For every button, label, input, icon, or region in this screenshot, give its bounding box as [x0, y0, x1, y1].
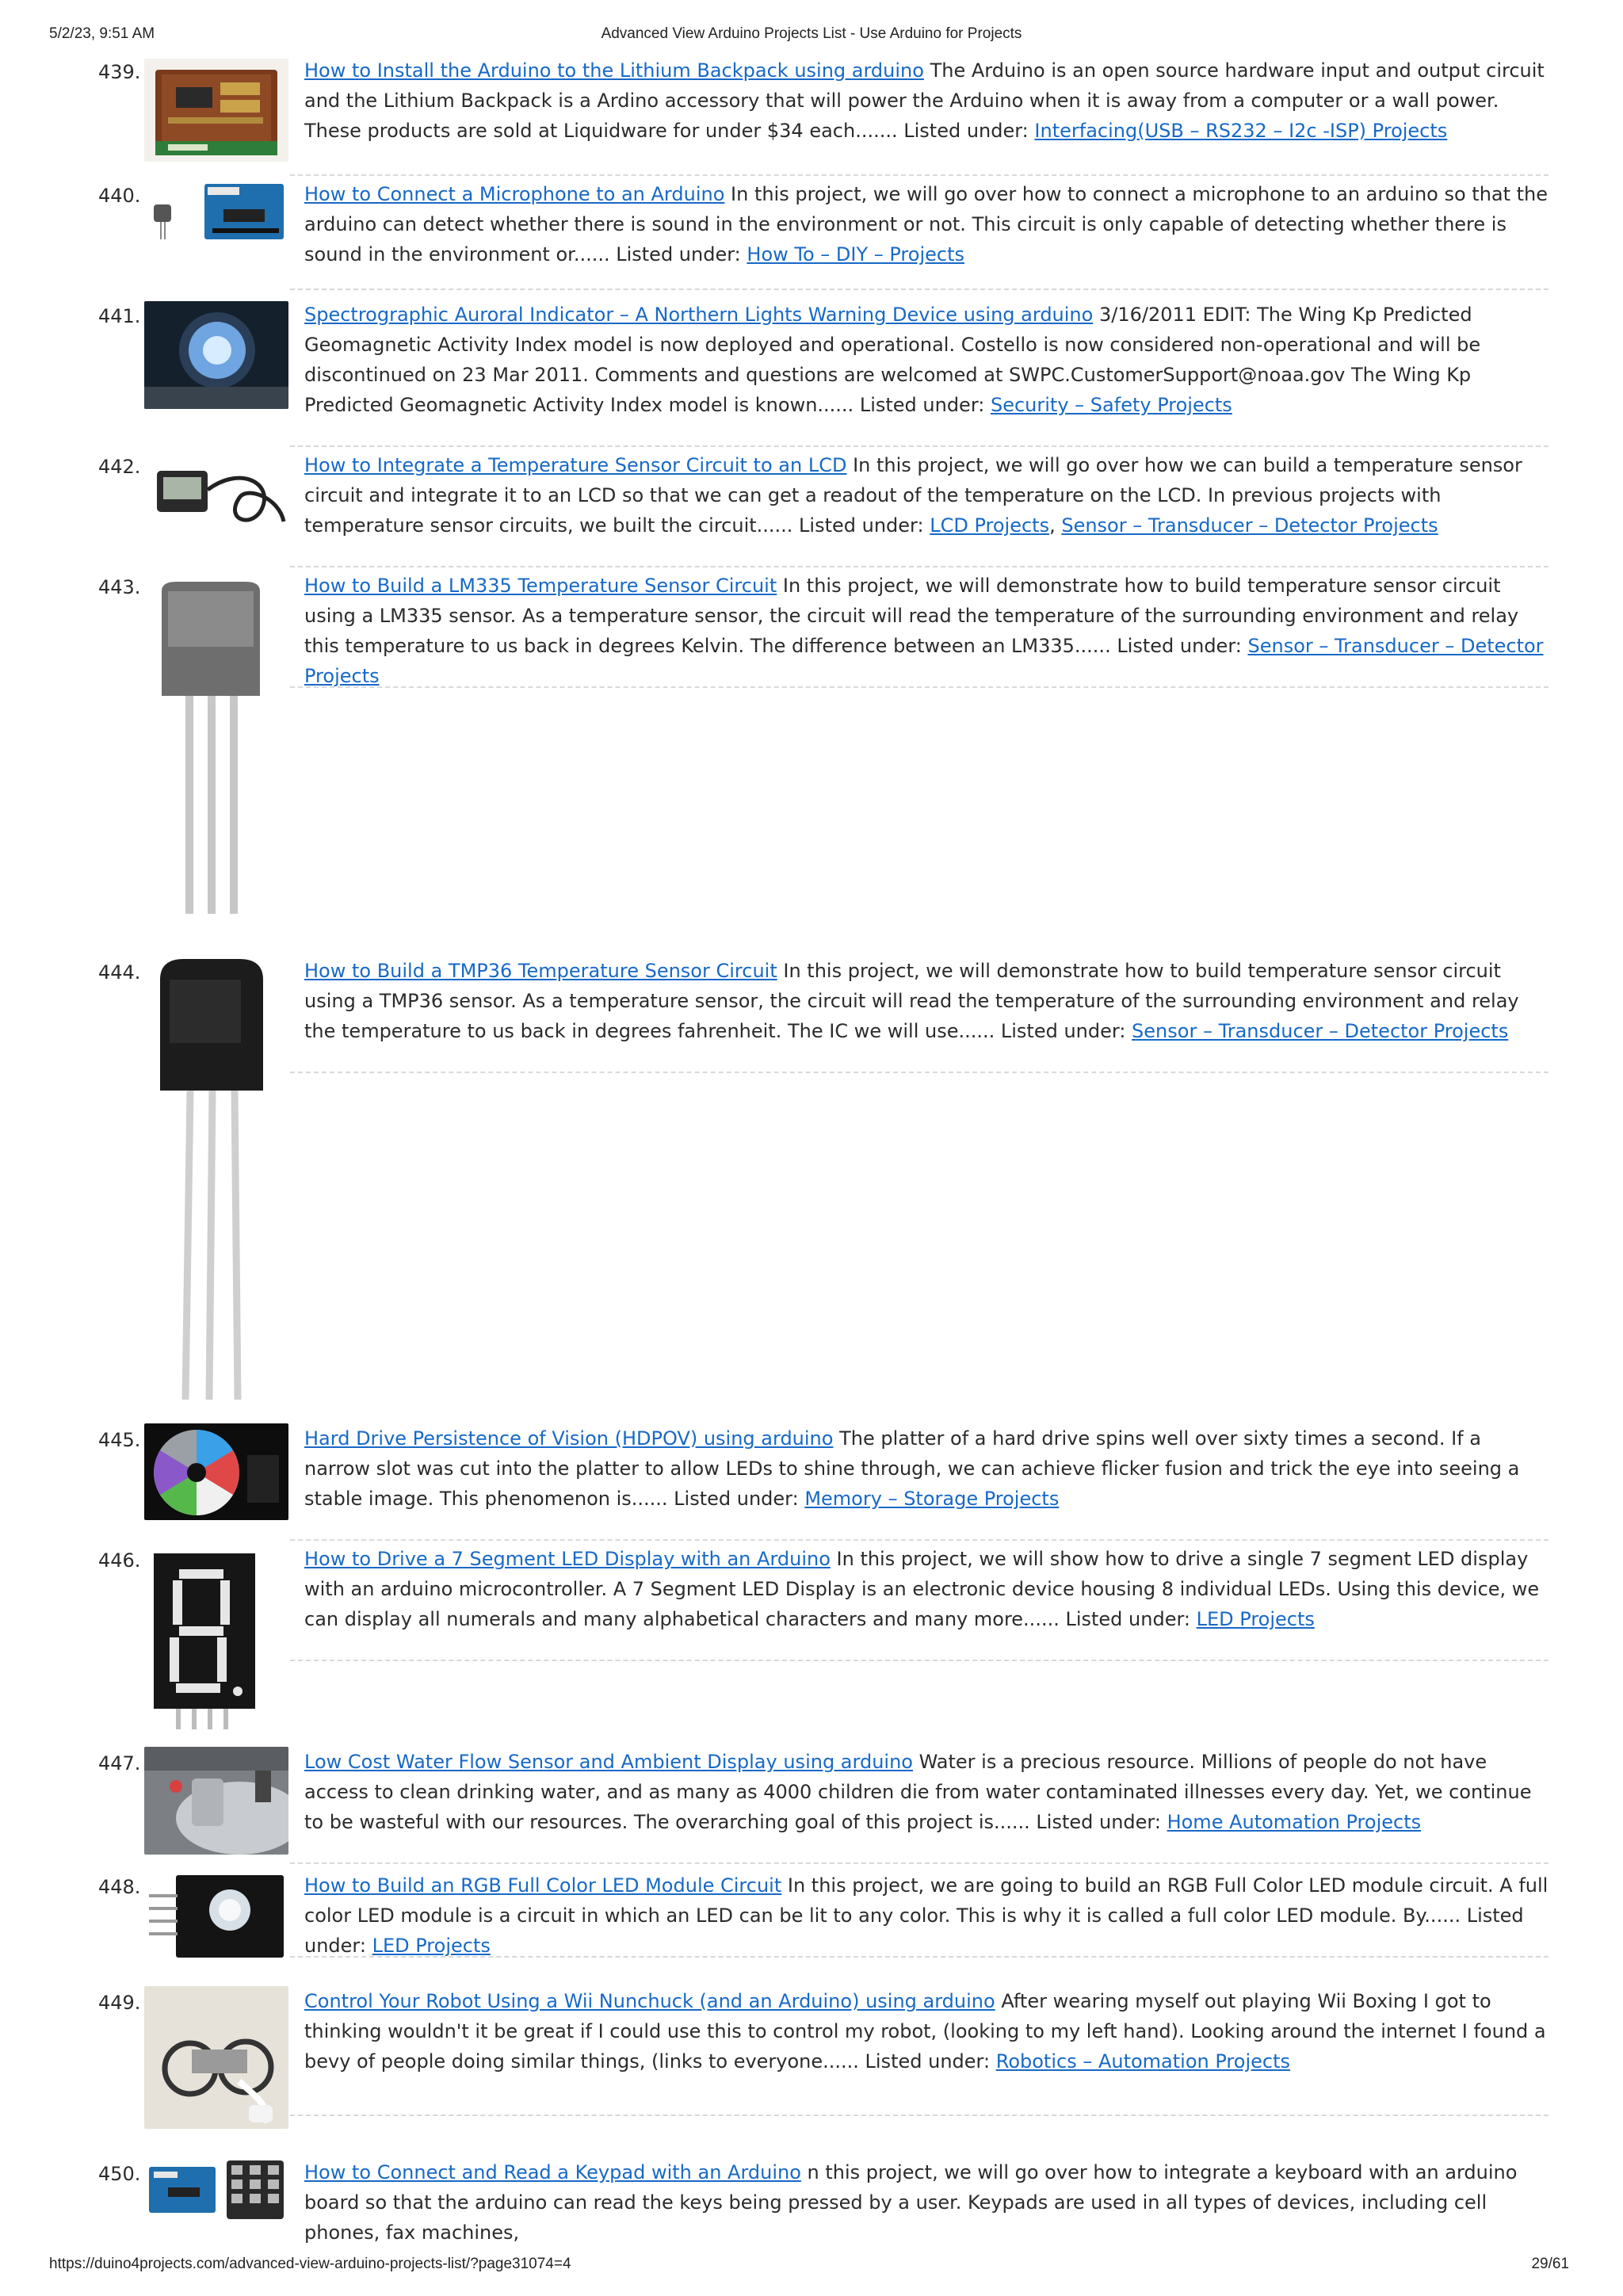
category-link[interactable]: Sensor – Transducer – Detector Projects [1061, 514, 1438, 537]
project-thumbnail[interactable] [144, 1986, 288, 2129]
print-header [0, 25, 1623, 49]
project-description: The platter of a hard drive spins well over sixty times a second. If a narrow slot was cut into the platter to allow LEDs to shine through, we can achieve flicker fusion and trick the eye into seeing a stable image. This phenomenon is...... Listed under: [304, 1427, 1520, 1510]
project-description: In this project, we are going to build an RGB Full Color LED module circuit. A full color LED module is a circuit in which an LED can be lit to any color. This is why it is called a full color LED module. By...... Listed under: [304, 1874, 1549, 1957]
entry-number: 449. [98, 1992, 141, 2014]
project-title-link[interactable]: How to Drive a 7 Segment LED Display with an Arduino [304, 1548, 831, 1570]
entry-divider [290, 2115, 1549, 2116]
project-thumbnail[interactable] [144, 1423, 288, 1520]
entry-text [304, 1423, 1549, 1514]
entry-text [304, 2157, 1549, 2248]
project-description: In this project, we will demonstrate how to build temperature sensor circuit using a LM335 sensor. As a temperature sensor, the circuit will read the temperature of the surrounding environment and relay this temperature to us back in degrees Kelvin. The difference between an LM335...... Listed under: [304, 575, 1519, 657]
category-link[interactable]: Sensor – Transducer – Detector Projects [304, 635, 1544, 687]
project-description: In this project, we will go over how we can build a temperature sensor circuit and integrate it to an LCD so that we can get a readout of the temperature on the LCD. In previous projects with temperature sensor circuits, we built the circuit...... Listed under: [304, 454, 1522, 537]
project-description: n this project, we will go over how to integrate a keyboard with an arduino board so that the arduino can read the keys being pressed by a user. Keypads are used in all types of devices, including cell phones, fax machines, [304, 2161, 1518, 2244]
entry-number: 444. [98, 961, 141, 984]
project-thumbnail[interactable] [144, 2157, 288, 2221]
project-title-link[interactable]: How to Build an RGB Full Color LED Module Circuit [304, 1874, 782, 1897]
project-thumbnail[interactable] [144, 450, 288, 537]
project-title-link[interactable]: How to Integrate a Temperature Sensor Circuit to an LCD [304, 454, 847, 476]
entry-text [304, 1986, 1549, 2076]
project-thumbnail[interactable] [144, 59, 288, 162]
project-description: After wearing myself out playing Wii Boxing I got to thinking wouldn't it be great if I could use this to control my robot, (looking to my left hand). Looking around the internet I found a bevy of people doing similar things, (links to everyone...... Listed under: [304, 1990, 1546, 2073]
project-thumbnail[interactable] [144, 301, 288, 409]
entry-divider [290, 566, 1549, 567]
entry-number: 450. [98, 2163, 141, 2185]
entry-number: 440. [98, 185, 141, 207]
project-thumbnail[interactable] [144, 956, 288, 1400]
category-link[interactable]: Sensor – Transducer – Detector Projects [1132, 1020, 1509, 1042]
entry-divider [290, 686, 1549, 688]
entry-text [304, 1870, 1549, 1961]
project-title-link[interactable]: How to Build a TMP36 Temperature Sensor Circuit [304, 960, 777, 982]
entry-divider [290, 1072, 1549, 1073]
project-title-link[interactable]: Control Your Robot Using a Wii Nunchuck (and an Arduino) using arduino [304, 1990, 995, 2012]
project-thumbnail[interactable] [144, 1550, 288, 1733]
entry-number: 442. [98, 456, 141, 478]
project-description: Water is a precious resource. Millions of people do not have access to clean drinking water, and as many as 4000 children die from water contaminated illnesses every day. Yet, we continue to be wasteful with our resources. The overarching goal of this project is...... Listed under: [304, 1751, 1532, 1833]
project-thumbnail[interactable] [144, 1747, 288, 1855]
entry-text [304, 956, 1549, 1046]
category-link[interactable]: LED Projects [372, 1935, 491, 1957]
entry-divider [290, 1956, 1549, 1958]
entry-text [304, 300, 1549, 420]
entry-text [304, 571, 1549, 691]
project-title-link[interactable]: How to Connect a Microphone to an Arduino [304, 183, 725, 205]
entry-number: 439. [98, 61, 141, 83]
entry-text [304, 179, 1549, 269]
project-title-link[interactable]: Spectrographic Auroral Indicator – A Northern Lights Warning Device using arduino [304, 304, 1094, 326]
entry-text [304, 1747, 1549, 1837]
entry-divider [290, 1862, 1549, 1864]
category-link[interactable]: Robotics – Automation Projects [995, 2050, 1290, 2073]
category-link[interactable]: LED Projects [1196, 1608, 1315, 1630]
project-description: In this project, we will show how to drive a single 7 segment LED display with an arduino microcontroller. A 7 Segment LED Display is an electronic device housing 8 individual LEDs. Using this device, we can display all numerals and many alphabetical characters and many more...... Listed under: [304, 1548, 1540, 1630]
entry-number: 447. [98, 1752, 141, 1775]
print-footer [0, 2256, 1623, 2279]
entry-number: 445. [98, 1429, 141, 1451]
entry-divider [290, 1660, 1549, 1661]
entry-text [304, 1544, 1549, 1634]
project-title-link[interactable]: Low Cost Water Flow Sensor and Ambient Display using arduino [304, 1751, 913, 1773]
category-link[interactable]: Home Automation Projects [1167, 1811, 1422, 1833]
project-thumbnail[interactable] [144, 181, 288, 249]
category-link[interactable]: LCD Projects [930, 514, 1050, 537]
category-link[interactable]: Security – Safety Projects [990, 394, 1232, 416]
entry-divider [290, 174, 1549, 176]
entry-number: 443. [98, 576, 141, 598]
entry-number: 446. [98, 1549, 141, 1572]
category-link[interactable]: Memory – Storage Projects [804, 1488, 1060, 1510]
project-title-link[interactable]: How to Build a LM335 Temperature Sensor Circuit [304, 575, 777, 597]
project-title-link[interactable]: How to Install the Arduino to the Lithium Backpack using arduino [304, 59, 924, 82]
entry-text [304, 55, 1549, 146]
print-datetime: 5/2/23, 9:51 AM [49, 25, 155, 42]
entry-divider [290, 1539, 1549, 1541]
entry-divider [290, 288, 1549, 290]
entry-number: 448. [98, 1876, 141, 1898]
project-title-link[interactable]: How to Connect and Read a Keypad with an Arduino [304, 2161, 801, 2183]
project-title-link[interactable]: Hard Drive Persistence of Vision (HDPOV) using arduino [304, 1427, 834, 1450]
project-thumbnail[interactable] [144, 577, 288, 918]
project-description: 3/16/2011 EDIT: The Wing Kp Predicted Geomagnetic Activity Index model is now deployed and operational. Costello is now considered non-operational and will be discontinued on 23 Mar 2011. Comments and questions are welcomed at SWPC.CustomerSupport@noaa.gov The Wing Kp Predicted Geomagnetic Activity Index model is known...... Listed under: [304, 304, 1481, 416]
entry-divider [290, 445, 1549, 447]
project-description: In this project, we will go over how to connect a microphone to an arduino so that the arduino can detect whether there is sound in the environment or not. This circuit is only capable of detecting whether there is sound in the environment or...... Listed under: [304, 183, 1549, 266]
project-description: In this project, we will demonstrate how to build temperature sensor circuit using a TMP36 sensor. As a temperature sensor, the circuit will read the temperature of the surrounding environment and relay the temperature to us back in degrees fahrenheit. The IC we will use...... Listed under: [304, 960, 1519, 1042]
project-description: The Arduino is an open source hardware input and output circuit and the Lithium Backpack is a Ardino accessory that will power the Arduino when it is away from a computer or a wall power. These products are sold at Liquidware for under $34 each....... Listed under: [304, 59, 1545, 142]
entry-text: How to Integrate a Temperature Sensor Circuit to an LCD In this project, we will go over how we can build a temperature sensor circuit and integrate it to an LCD so that we can get a readout of the temperature on the LCD. In previous projects with temperature sensor circuits, we built the circuit...... Listed under: LCD Projects, Sensor – Transducer – Detector Projects [304, 454, 1522, 537]
project-thumbnail[interactable] [144, 1870, 288, 1961]
category-link[interactable]: How To – DIY – Projects [747, 243, 964, 266]
print-url: https://duino4projects.com/advanced-view-arduino-projects-list/?page31074=4 [49, 2256, 571, 2272]
entry-number: 441. [98, 305, 141, 327]
category-link[interactable]: Interfacing(USB – RS232 – I2c -ISP) Projects [1034, 120, 1448, 142]
page-counter: 29/61 [1531, 2256, 1569, 2272]
print-page-title: Advanced View Arduino Projects List - Use Arduino for Projects [601, 25, 1022, 42]
